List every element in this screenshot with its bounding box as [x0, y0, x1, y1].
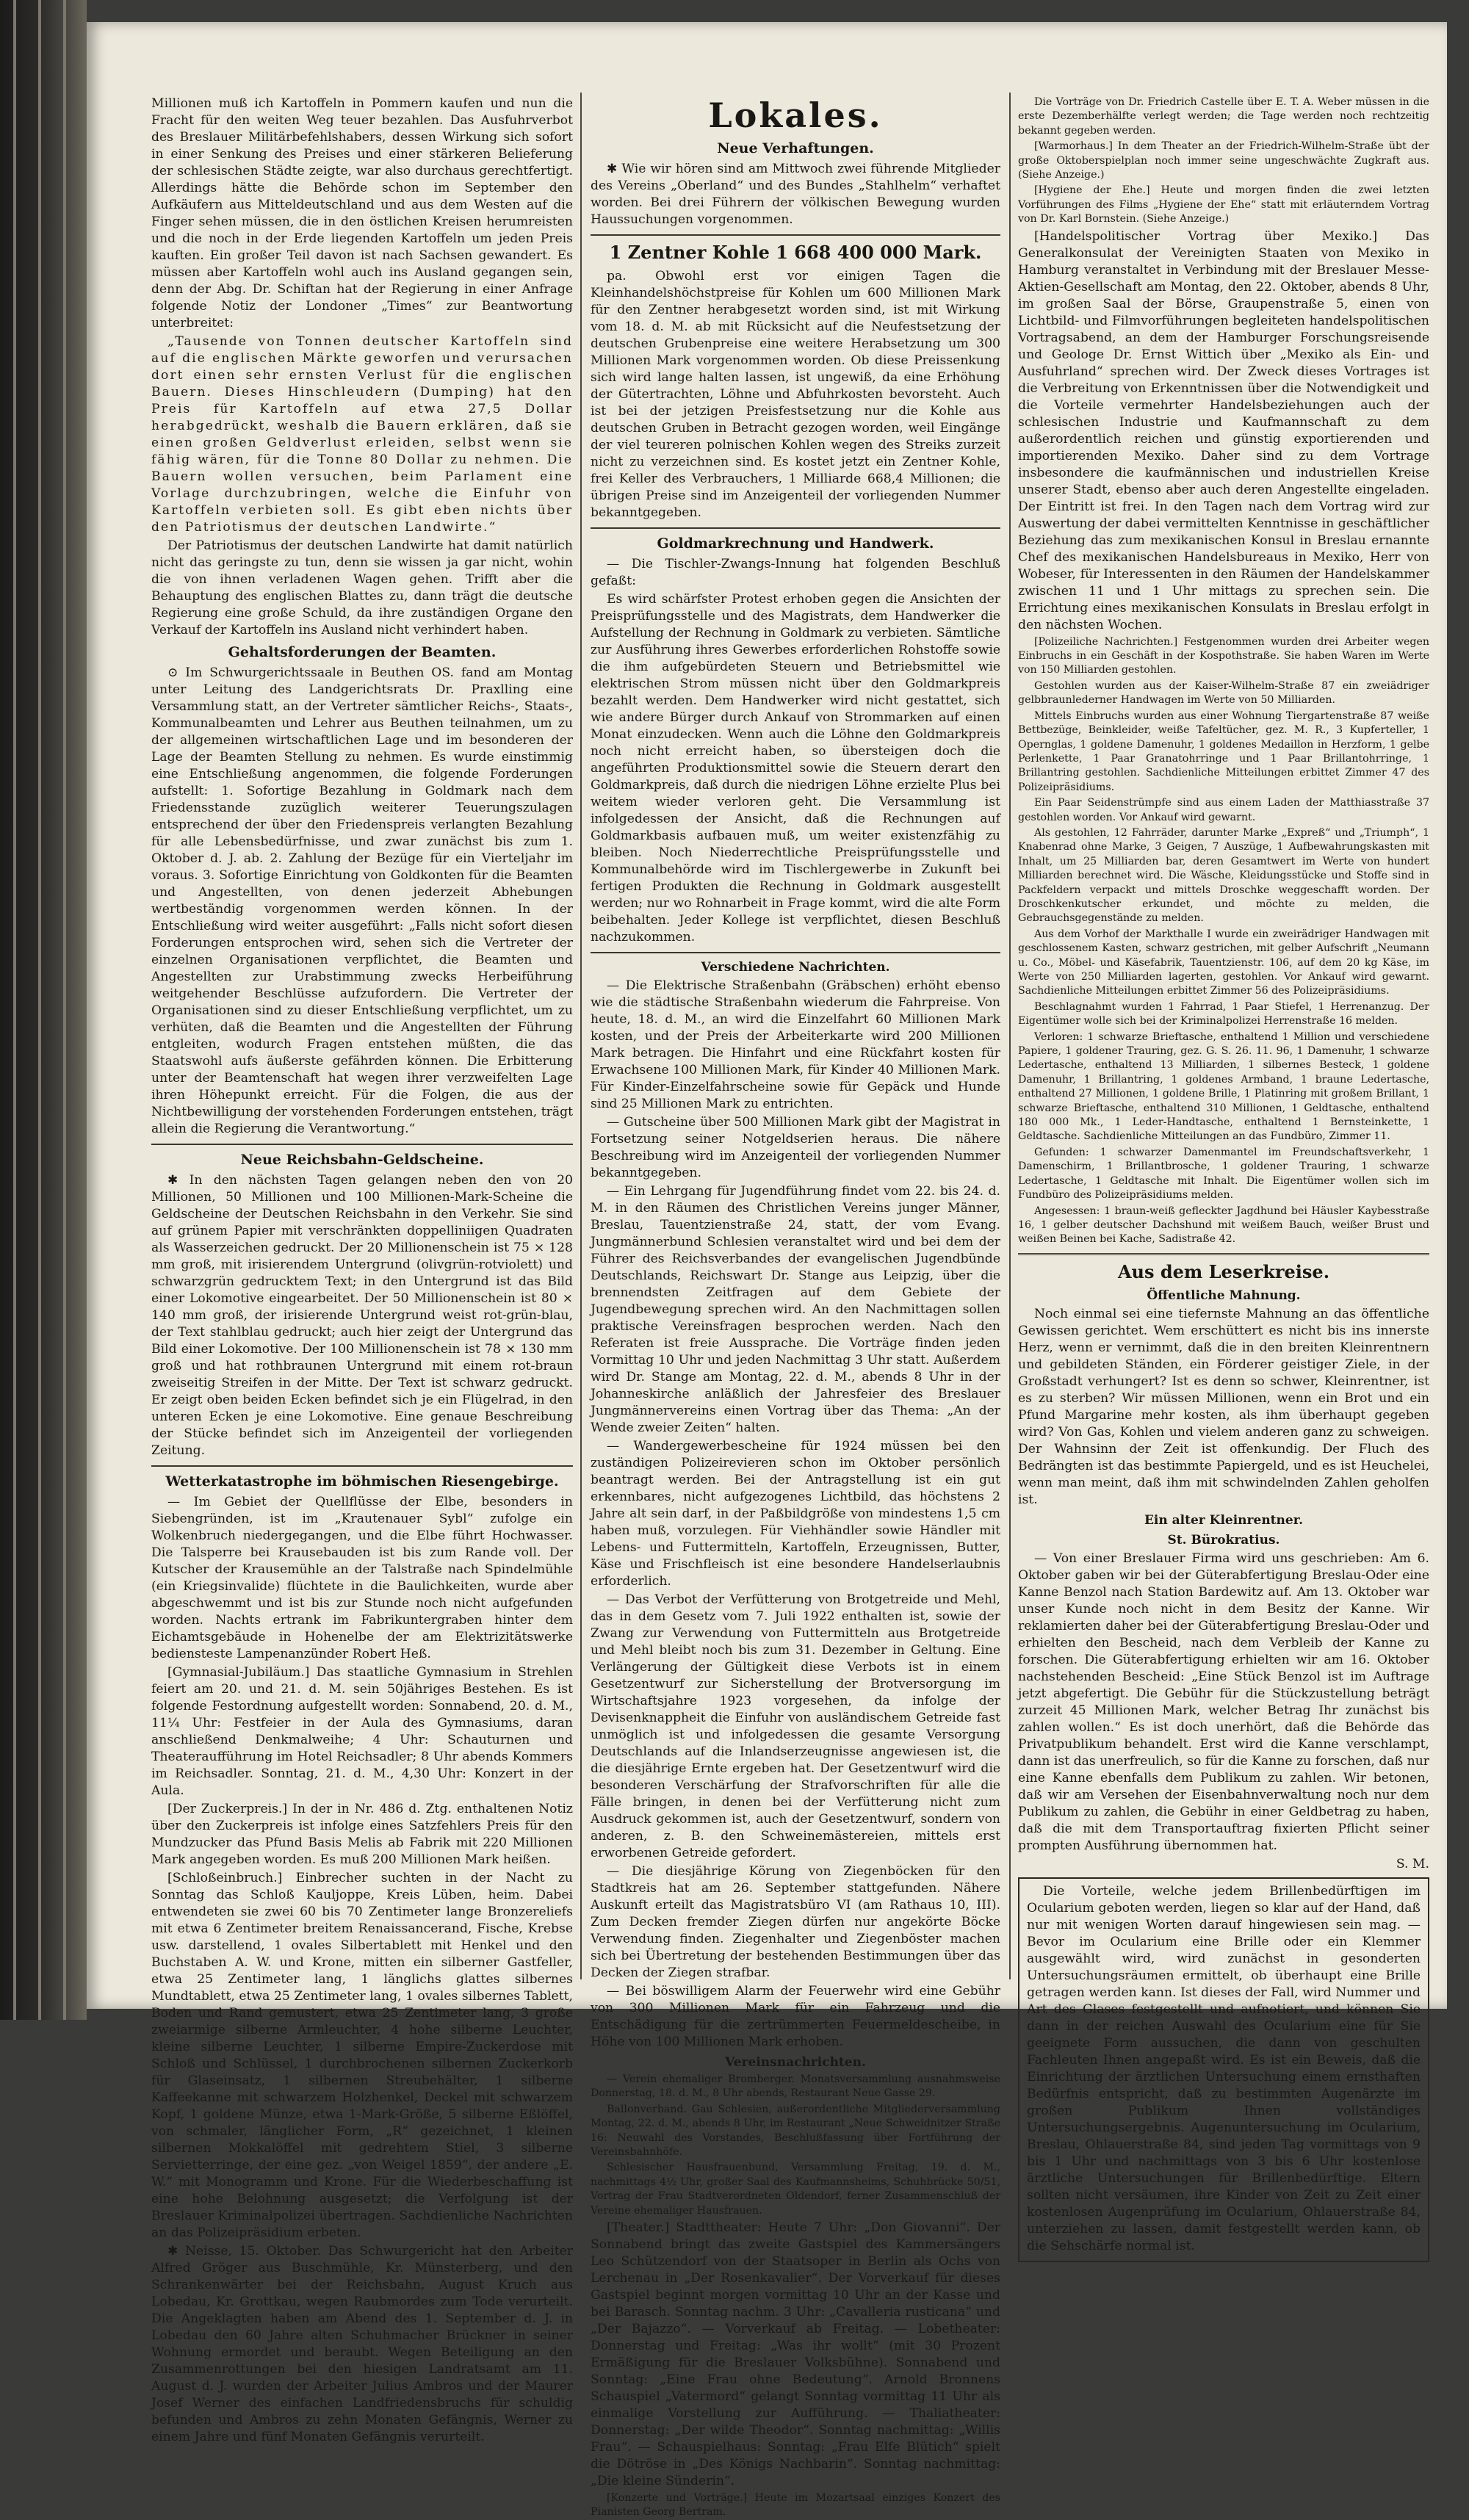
headline-verhaftungen: Neue Verhaftungen.	[717, 140, 874, 156]
article-schlosseinbruch: [Schloßeinbruch.] Einbrecher suchten in der Nacht zu Sonntag das Schloß Kauljoppe, Kreis Lüben, heim. Dabei entwendeten sie zwei 60 bis 70 Zentimeter lange Bronzereliefs mit etwa 6 Zentimeter breitem Renaissancerand, Fische, Krebse usw. darstellend, 1 ovales Silbertablett mit Henkel und den Buchstaben A. W. und Krone, mitten ein silberner Gastfeller, etwa 25 Zentimeter lang, 1 länglichs glattes silbernes Mundtablett, etwa 25 Zentimeter lang, 1 ovales silbernes Tablett, Boden und Rand gemustert, etwa 25 Zentimeter lang, 3 große zweiarmige silberne Armleuchter, 4 hohe silberne Leuchter, kleine silberne Leuchter, 1 silberne Empire-Zuckerdose mit Schloß und Schlüssel, 1 durchbrochenen silbernen Zuckerkorb für Glaseinsatz, 1 silbernen Streubehälter, 1 silberne Kaffeekanne mit schwarzem Holzhenkel, Deckel mit schwarzem Kopf, 1 goldene Münze, etwa 1-Mark-Größe, 5 silberne Eßlöffel, von schmaler, länglicher Form, „R“ gezeichnet, 1 kleinen silbernen Mokkalöffel mit gedrehtem Stiel, 3 silberne Servietterringe, der eine gez. „von Weigel 1859“, der andere „E. W.“ mit Monogramm und Krone. Für die Wiederbeschaffung ist eine hohe Belohnung ausgesetzt; die Verfolgung ist der Breslauer Kriminalpolizei übertragen. Sachdienliche Nachrichten an das Polizeipräsidium erbeten.	[151, 1871, 573, 2240]
article-reichsbahn: ✱ In den nächsten Tagen gelangen neben den von 20 Millionen, 50 Millionen und 100 Millionen-Mark-Scheine die Geldscheine der Deutschen Reichsbahn in den Verkehr. Sie sind auf grünem Papier mit verschränkten doppelliniigen Quadraten als Wasserzeichen gedruckt. Der 20 Millionenschein ist 75 × 128 mm groß, mit irisierendem Untergrund (olivgrün-rotviolett) und schwarzgrün gedrucktem Text; in den Untergrund ist das Bild einer Lokomotive eingearbeitet. Der 50 Millionenschein ist 80 × 140 mm groß, der irisierende Untergrund weist rot-grün-blau, der Text stahlblau gedruckt; auch hier zeigt der Untergrund das Bild einer Lokomotive. Der 100 Millionenschein ist 78 × 130 mm groß und hat rothbraunen Untergrund mit einem rot-braun zweiseitig Streifen in der Mitte. Der Text ist schwarz gedruckt. Er zeigt oben beiden Ecken befindet sich je ein Flügelrad, in den unteren Ecken je eine Lokomotive. Eine genaue Beschreibung der Stücke befindet sich im Anzeigenteil der vorliegenden Zeitung.	[151, 1173, 573, 1458]
article-fahrraeder: Als gestohlen, 12 Fahrräder, darunter Marke „Expreß“ und „Triumph“, 1 Knabenrad ohne Marke, 3 Geigen, 7 Auszüge, 1 Aufbewahrungskasten mit Inhalt, um 25 Milliarden bar, deren Gesamtwert im Werte von hundert Milliarden berechnet wird. Die Wäsche, Kleidungsstücke und Stoffe sind in Packfeldern verpackt und mittels Droschke weggeschafft worden. Der Droschkenkutscher erkundet, und möchte zu melden, die Gebrauchsgegenstände zu melden.	[1018, 826, 1429, 925]
article-seidenstruempfe: Ein Paar Seidenstrümpfe sind aus einem Laden der Matthiasstraße 37 gestohlen worden. Vor Ankauf wird gewarnt.	[1018, 797, 1429, 823]
article-ziegenboecke: — Die diesjährige Körung von Ziegenböcken für den Stadtkreis hat am 26. September stattgefunden. Nähere Auskunft erteilt das Magistratsbüro VI (am Rathaus 10, III). Zum Decken fremder Ziegen dürfen nur angekörte Böcke Verwendung finden. Ziegenhalter und Ziegenböster machen sich bei Übertretung der bestehenden Bestimmungen über das Decken der Ziegen strafbar.	[591, 1864, 1000, 1980]
headline-vereine: Vereinsnachrichten.	[725, 2055, 866, 2070]
headline-goldmark: Goldmarkrechnung und Handwerk.	[657, 535, 934, 552]
advertisement-ocularium	[1018, 1877, 1429, 2262]
article-ballonverband: Ballonverband. Gau Schlesien, außerordentliche Mitgliederversammlung Montag, 22. d. M., abends 8 Uhr, im Restaurant „Neue Schweidnitzer Straße 16: Neuwahl des Vorstandes, Beschlußfassung über Fortführung der Vereinsbahnhöfe.	[591, 2103, 1000, 2159]
article-verhaftungen: ✱ Wie wir hören sind am Mittwoch zwei führende Mitglieder des Vereins „Oberland“ und des Bundes „Stahlhelm“ verhaftet worden. Bei drei Führern der völkischen Bewegung wurden Haussuchungen vorgenommen.	[591, 162, 1000, 227]
article-mahnung: Noch einmal sei eine tiefernste Mahnung an das öffentliche Gewissen gerichtet. Wem erschüttert es nicht bis ins innerste Herz, wenn er vernimmt, daß die in den breiten Kleinrentnern und gebildeten Ständen, ein Förderer geistiger Ziele, in der Großstadt verhungert? Ist es denn so schwer, Kleinrentner, ist es zu sterben? Wir müssen Millionen, wenn ein Brot und ein Pfund Margarine mehr kosten, als ihm überhaupt gegeben wird? Von Gas, Kohlen und vielem anderen ganz zu schweigen. Der Wahnsinn der Zeit ist offenkundig. Der Fluch des Bedrängten ist das bestimmte Papiergeld, und es ist Heuchelei, wenn man meint, daß ihm mit schwindelnden Zahlen geholfen ist.	[1018, 1306, 1429, 1507]
article-verfuetterung: — Das Verbot der Verfütterung von Brotgetreide und Mehl, das in dem Gesetz vom 7. Juli 1922 enthalten ist, sowie der Zwang zur Verwendung von Futtermitteln aus Brotgetreide und Mehl bleibt noch bis zum 31. Dezember in Geltung. Eine Verlängerung der Gültigkeit diese Verbots ist in einem Gesetzentwurf zur Sicherstellung der Brotversorgung im Wirtschaftsjahre 1923 vorgesehen, da infolge der Devisenknappheit die Einfuhr von ausländischem Getreide fast unmöglich ist und infolgedessen die gesamte Versorgung Deutschlands auf die Inlandserzeugnisse angewiesen ist, die die diesjährige Ernte ergeben hat. Der Gesetzentwurf wird die besonderen Verschärfung der Strafvorschriften für alle die Fälle bringen, in denen bei der Verfütterung nicht zum Ausdruck gekommen ist, auch der Gesetzentwurf, sondern von anderen, z. B. den Schweinemästereien, mittels erst erworbenen Getreide gefordert.	[591, 1592, 1000, 1860]
article-strassenbahn: — Die Elektrische Straßenbahn (Gräbschen) erhöht ebenso wie die städtische Straßenbahn wiederum die Fahrpreise. Von heute, 18. d. M., an wird die Einzelfahrt 60 Millionen Mark kosten, und der Preis der Arbeiterkarte wird 200 Millionen Mark betragen. Die Hinfahrt und eine Rückfahrt kosten für Erwachsene 100 Millionen Mark, für Kinder 40 Millionen Mark. Für Kinder-Einzelfahrscheine sowie für Gepäck und Hunde sind 25 Millionen Mark zu entrichten.	[591, 978, 1000, 1111]
headline-buerokratius: St. Bürokratius.	[1167, 1532, 1280, 1548]
section-masthead: Lokales.	[708, 95, 883, 135]
divider	[1018, 1253, 1429, 1255]
article-wandergewerbe: — Wandergewerbescheine für 1924 müssen bei den zuständigen Polizeirevieren schon im Oktober persönlich beantragt werden. Bei der Antragstellung ist ein gut erkennbares, nicht aufgezogenes Lichtbild, das höchstens 2 Jahre alt sein darf, in der Paßbildgröße von mindestens 1,5 cm haben muß, vorzulegen. Für Viehhändler sowie Händler mit Lebens- und Futtermitteln, Kartoffeln, Erzeugnissen, Butter, Käse und Frischfleisch ist eine besondere Handelserlaubnis erforderlich.	[591, 1439, 1000, 1589]
article-verein-bromberger: — Verein ehemaliger Bromberger. Monatsversammlung ausnahmsweise Donnerstag, 18. d. M., 8 Uhr abends, Restaurant Neue Gasse 29.	[591, 2073, 1000, 2100]
column-3	[1018, 95, 1429, 2253]
article-kartoffeln: Millionen muß ich Kartoffeln in Pommern kaufen und nun die Fracht für den weiten Weg teuer bezahlen. Das Ausfuhrverbot des Breslauer Militärbefehlshabers, dessen Wirkung sich sofort in einer Senkung des Preises und einer stärkeren Belieferung der schlesischen Städte zeigte, war also durchaus gerechtfertigt. Allerdings hätte die Behörde schon im September den Aufkäufern aus Mitteldeutschland und aus dem Westen auf die Finger sehen müssen, die in den östlichen Kreisen herumreisten und die noch in der Erde liegenden Kartoffeln um jeden Preis kauften. Ein großer Teil davon ist nach Sachsen gewandert. Es müssen aber Kartoffeln wohl auch ins Ausland gegangen sein, denn der Abg. Dr. Schiftan hat der Regierung in einer Anfrage folgende Notiz der Londoner „Times“ zur Beantwortung unterbreitet:	[151, 96, 573, 331]
divider	[591, 527, 1000, 529]
article-hygiene: [Hygiene der Ehe.] Heute und morgen finden die zwei letzten Vorführungen des Films „Hygiene der Ehe“ statt mit erläuterndem Vortrag von Dr. Karl Bornstein. (Siehe Anzeige.)	[1018, 184, 1429, 225]
article-ocularium: Die Vorteile, welche jedem Brillenbedürftigen im Ocularium geboten werden, liegen so klar auf der Hand, daß nur mit wenigen Worten darauf hingewiesen sein mag. — Bevor im Ocularium eine Brille oder ein Klemmer ausgewählt wird, wird zunächst in gesonderten Untersuchungsräumen ermittelt, ob überhaupt eine Brille getragen werden kann. Ist dieses der Fall, wird Nummer und Art des Glases festgestellt und aufnotiert, und können Sie dann in der reichen Auswahl des Ocularium eine für Sie geeignete Form aussuchen, die dann von geschulten Fachleuten Ihnen angepaßt wird. Es ist ein Beweis, daß die Einrichtung der ärztlichen Untersuchung einem ernsthaften Bedürfnis entspricht, daß zu bestimmten Augenärzte im großen Publikum Ihnen vollständiges Untersuchungsergebnis. Augenuntersuchung im Ocularium, Breslau, Ohlauerstraße 84, sind jeden Tag vormittags von 9 bis 1 Uhr und nachmittags von 3 bis 6 Uhr kostenlose ärztliche Untersuchungen für Brillenbedürftige. Eltern sollten nicht versäumen, ihre Kinder von Zeit zu Zeit einer kostenlosen Augenprüfung im Ocularium, Ohlauerstraße 84, unterziehen zu lassen, damit festgestellt werden kann, ob die Sehschärfe normal ist.	[1027, 1883, 1421, 2253]
article-warmorhaus: [Warmorhaus.] In dem Theater an der Friedrich-Wilhelm-Straße übt der große Oktoberspielplan noch immer seine ungeschwächte Zugkraft aus. (Siehe Anzeige.)	[1018, 140, 1429, 181]
article-neisse: ✱ Neisse, 15. Oktober. Das Schwurgericht hat den Arbeiter Alfred Gröger aus Buschmühle, Kr. Münsterberg, und den Schrankenwärter bei der Reichsbahn, August Kruch aus Lobedau, Kr. Grottkau, wegen Raubmordes zum Tode verurteilt. Die Angeklagten haben am Abend des 1. September d. J. in Lobedau den 60 Jahre alten Schuhmacher Brückner in seiner Wohnung ermordet und beraubt. Wegen Beteiligung an den Zusammenrottungen bei den hiesigen Landratsamt am 11. August d. J. wurden der Arbeiter Julius Ambros und der Maurer Josef Werner des einfachen Landfriedensbruchs für schuldig befunden und Ambros zu zehn Monaten Gefängnis, Werner zu einem Jahre und fünf Monaten Gefängnis verurteilt.	[151, 2244, 573, 2444]
divider	[591, 952, 1000, 953]
article-goldmark-intro: — Die Tischler-Zwangs-Innung hat folgenden Beschluß gefaßt:	[591, 557, 1000, 588]
article-castelle: Die Vorträge von Dr. Friedrich Castelle über E. T. A. Weber müssen in die erste Dezemberhälfte verlegt werden; die Tage werden noch rechtzeitig bekannt gegeben werden.	[1018, 96, 1429, 137]
column-rule-2	[1009, 93, 1011, 1979]
newspaper-page	[87, 22, 1447, 2519]
divider	[591, 234, 1000, 236]
article-verloren: Verloren: 1 schwarze Brieftasche, enthaltend 1 Million und verschiedene Papiere, 1 goldener Trauring, gez. G. S. 26. 11. 96, 1 Damenuhr, 1 schwarze Ledertasche, enthaltend 13 Milliarden, 1 silbernes Besteck, 1 goldene Damenuhr, 1 Brillantring, 1 goldenes Armband, 1 braune Ledertasche, enthaltend 27 Millionen, 1 goldene Brille, 1 Platinring mit großem Brillant, 1 schwarze Brieftasche, enthaltend 310 Millionen, 1 Geldtasche, enthaltend 180 000 Mk., 1 Leder-Handtasche, enthaltend 1 Bernsteinkette, 1 Geldtasche. Sachdienliche Mitteilungen an das Fundbüro, Zimmer 11.	[1018, 1030, 1429, 1143]
headline-reichsbahn: Neue Reichsbahn-Geldscheine.	[240, 1152, 484, 1168]
article-gutscheine: — Gutscheine über 500 Millionen Mark gibt der Magistrat in Fortsetzung seiner Notgeldserien heraus. Die nähere Beschreibung wird im Anzeigenteil der vorliegenden Nummer bekanntgegeben.	[591, 1115, 1000, 1180]
article-lehrgang: — Ein Lehrgang für Jugendführung findet vom 22. bis 24. d. M. in den Räumen des Christlichen Vereins junger Männer, Breslau, Tauentzienstraße 24, statt, der vom Evang. Jungmännerbund Schlesien veranstaltet wird und bei dem der Führer des Reichsverbandes der evangelischen Jugendbünde Deutschlands, Reichswart Dr. Stange aus Leipzig, über die brennendsten Zeitfragen auf dem Gebiete der Jugendbewegung sprechen wird. An den Nachmittagen sollen praktische Vereinsfragen besprochen werden. Nach den Referaten ist freie Aussprache. Die Vorträge finden jeden Vormittag 10 Uhr und jeden Nachmittag 3 Uhr statt. Außerdem wird Dr. Stange am Montag, 22. d. M., abends 8 Uhr in der Johanneskirche anläßlich der Jahresfeier des Breslauer Jungmännervereins einen Vortrag über das Thema: „An der Wende zweier Zeiten“ halten.	[591, 1184, 1000, 1435]
article-hausfrauenbund: Schlesischer Hausfrauenbund, Versammlung Freitag, 19. d. M., nachmittags 4½ Uhr, großer Saal des Kaufmannsheims, Schuhbrücke 50/51, Vortrag der Frau Stadtverordneten Oldendorf, ferner Zusammenschluß der Vereine ehemaliger Hausfrauen.	[591, 2162, 1000, 2217]
article-gymnasium: [Gymnasial-Jubiläum.] Das staatliche Gymnasium in Strehlen feiert am 20. und 21. d. M. sein 50jähriges Bestehen. Es ist folgende Festordnung aufgestellt worden: Sonnabend, 20. d. M., 11¼ Uhr: Festfeier in der Aula des Gymnasiums, daran anschließend Denkmalweihe; 4 Uhr: Schauturnen und Theateraufführung im Hotel Reichsadler; 8 Uhr abends Kommers im Reichsadler. Sonntag, 21. d. M., 4,30 Uhr: Konzert in der Aula.	[151, 1665, 573, 1798]
article-beschlagnahmt: Beschlagnahmt wurden 1 Fahrrad, 1 Paar Stiefel, 1 Herrenanzug. Der Eigentümer wolle sich bei der Kriminalpolizei Herrenstraße 16 melden.	[1018, 1000, 1429, 1028]
article-angesessen: Angesessen: 1 braun-weiß gefleckter Jagdhund bei Häusler Kaybesstraße 16, 1 gelber deutscher Dachshund mit weißem Bauch, weißer Brust und weißen Beinen bei Kache, Sadistraße 42.	[1018, 1205, 1429, 1246]
article-feuerwehr: — Bei böswilligem Alarm der Feuerwehr wird eine Gebühr von 300 Millionen Mark für ein Fahrzeug und die Entschädigung für die zertrümmerten Feuermeldescheibe, in Höhe von 100 Millionen Mark erhoben.	[591, 1984, 1000, 2049]
article-handwagen: Aus dem Vorhof der Markthalle I wurde ein zweirädriger Handwagen mit geschlossenem Kasten, schwarz gestrichen, mit gelber Aufschrift „Neumann u. Co., Möbel- und Käsefabrik, Tauentzienstr. 106, auf dem 20 kg Käse, im Werte von 250 Milliarden lagerten, gestohlen. Vor Ankauf wird gewarnt. Sachdienliche Mitteilungen erbittet Zimmer 56 des Polizeipräsidiums.	[1018, 928, 1429, 997]
article-patriotismus: Der Patriotismus der deutschen Landwirte hat damit natürlich nicht das geringste zu tun, denn sie wissen ja gar nicht, wohin die von ihnen verladenen Wagen gehen. Trifft aber die Behauptung des englischen Blattes zu, dann trägt die deutsche Regierung eine große Schuld, da ihre zuständigen Organe den Verkauf der Kartoffeln ins Ausland nicht verhindert haben.	[151, 538, 573, 638]
headline-wetter: Wetterkatastrophe im böhmischen Riesengebirge.	[165, 1473, 559, 1490]
book-binding	[0, 0, 87, 2020]
article-konzerte: [Konzerte und Vorträge.] Heute im Mozartsaal einziges Konzert des Pianisten Georg Bertram.	[591, 2492, 1000, 2519]
article-buerokratius: — Von einer Breslauer Firma wird uns geschrieben: Am 6. Oktober gaben wir bei der Güterabfertigung Breslau-Oder eine Kanne Benzol nach Station Bardewitz auf. Am 13. Oktober war unser Kunde noch nicht in dem Besitz der Kanne. Wir reklamierten daher bei der Güterabfertigung Breslau-Oder und erhielten den Bescheid, nach dem Verbleib der Kanne zu forschen. Die Güterabfertigung erhielten wir am 16. Oktober nachstehenden Bescheid: „Eine Stück Benzol ist im Auftrage jetzt abgefertigt. Die Gebühr für die Stückzustellung beträgt zurzeit 45 Millionen Mark, welcher Betrag Ihr zunächst bis zahlen wollen.“ Es ist doch unerhört, daß die Behörde das Privatpublikum behandelt. Erst wird die Kanne verschlampt, dann ist das unerfreulich, so für die Kanne zu forschen, daß nur eine Kanne ebenfalls dem Publikum zu zahlen. Wir betonen, daß wir am Versehen der Eisenbahnverwaltung noch nur dem Publikum zu zahlen, die Gebühr in einer Geldbetrag zu haben, daß die mit dem Transportauftrag fixierten Pflicht seiner prompten Ausführung übernommen hat.	[1018, 1550, 1429, 1853]
article-wetter: — Im Gebiet der Quellflüsse der Elbe, besonders in Siebengründen, ist im „Krautenauer Sybl“ zufolge ein Wolkenbruch niedergegangen, und die Elbe führt Hochwasser. Die Talsperre bei Krausebauden ist bis zum Rande voll. Der Kutscher der Krausemühle an der Talstraße nach Spindelmühle (ein Kriegsinvalide) flüchtete in die Baulichkeiten, wurde aber abgeschwemmt und ist bis zur Stunde noch nicht aufgefunden worden. Nachts ertrank im Fabrikuntergraben hinter dem Eichamtsgebäude in Hohenelbe der am Elektrizitätswerke bediensteste Lampenanzünder Robert Heß.	[151, 1495, 573, 1661]
article-polizei: [Polizeiliche Nachrichten.] Festgenommen wurden drei Arbeiter wegen Einbruchs in ein Geschäft in der Kospothstraße. Sie haben Waren im Werte von 150 Milliarden gestohlen.	[1018, 635, 1429, 676]
headline-verschiedenes: Verschiedene Nachrichten.	[701, 960, 890, 975]
column-2	[591, 95, 1000, 2519]
headline-leserkreise: Aus dem Leserkreise.	[1117, 1260, 1330, 1282]
headline-mahnung: Öffentliche Mahnung.	[1147, 1288, 1301, 1303]
article-kohle: pa. Obwohl erst vor einigen Tagen die Kleinhandelshöchstpreise für Kohlen um 600 Millionen Mark für den Zentner herabgesetzt worden sind, ist mit Wirkung vom 18. d. M. ab mit Rücksicht auf die Neufestsetzung der deutschen Grubenpreise eine weitere Herabsetzung um 300 Millionen Mark vorgenommen worden. Ob diese Preissenkung sich wird lange halten lassen, ist ungewiß, da eine Erhöhung der Gütertrachten, Löhne und Abfuhrkosten bevorsteht. Auch ist bei der jetzigen Preisfestsetzung nur die Kohle aus deutschen Gruben in Betracht gezogen worden, weil Eingänge der viel teureren polnischen Kohlen wegen des Streiks zurzeit nicht zu verzeichnen sind. Es kostet jetzt ein Zentner Kohle, frei Keller des Verbrauchers, 1 Milliarde 668,4 Millionen; die übrigen Preise sind im Anzeigenteil der vorliegenden Nummer bekanntgegeben.	[591, 269, 1000, 520]
headline-kohle: 1 Zentner Kohle 1 668 400 000 Mark.	[609, 242, 982, 263]
column-1	[151, 95, 574, 2444]
quote-times: „Tausende von Tonnen deutscher Kartoffeln sind auf die englischen Märkte geworfen und verursachen dort einen sehr ernsten Verlust für die englischen Bauern. Dieses Hinschleudern (Dumping) hat den Preis für Kartoffeln auf etwa 27,5 Dollar herabgedrückt, weshalb die Bauern erklären, daß sie einen großen Geldverlust erleiden, selbst wenn sie fähig wären, für die Tonne 80 Dollar zu nehmen. Die Bauern wollen versuchen, beim Parlament eine Vorlage durchzubringen, welche die Einfuhr von Kartoffeln verbieten soll. Es gibt eben nichts über den Patriotismus der deutschen Landwirte.“	[151, 334, 573, 535]
signature-kleinrentner: Ein alter Kleinrentner.	[1144, 1512, 1304, 1528]
column-rule-1	[580, 93, 582, 1979]
article-zuckerpreis: [Der Zuckerpreis.] In der in Nr. 486 d. Ztg. enthaltenen Notiz über den Zuckerpreis ist infolge eines Satzfehlers Preis für den Mundzucker das Pfund Basis Melis ab Fabrik mit 220 Millionen Mark angegeben worden. Es muß 200 Millionen Mark heißen.	[151, 1802, 573, 1867]
article-mexiko: [Handelspolitischer Vortrag über Mexiko.] Das Generalkonsulat der Vereinigten Staaten von Mexiko in Hamburg veranstaltet in Verbindung mit der Breslauer Messe-Aktien-Gesellschaft am Montag, den 22. Oktober, abends 8 Uhr, im großen Saal der Börse, Graupenstraße 5, einen von Lichtbild- und Filmvorführungen begleiteten handelspolitischen Vortragsabend, an dem der Hamburger Forschungsreisende und Geologe Dr. Ernst Wittich über „Mexiko als Ein- und Ausfuhrland“ sprechen wird. Der Zweck dieses Vortrages ist die Verbreitung von Erkenntnissen über die Notwendigkeit und die Vorteile vermehrter Handelsbeziehungen auch der schlesischen Industrie und Kaufmannschaft zu dem außerordentlich reichen und günstig exportierenden und importierenden Mexiko. Daher sind zu dem Vortrage insbesondere die kaufmännischen und industriellen Kreise unserer Stadt, ebenso aber auch deren Angestellte eingeladen. Der Eintritt ist frei. In den Tagen nach dem Vortrag wird zur Auswertung der dabei vermittelten Kenntnisse in geschäftlicher Beziehung das zum mexikanischen Konsul in Breslau ernannte Chef des mexikanischen Handelsbureaus in Mexiko, Herr von Wobeser, für Interessenten in den Räumen der Handelskammer zwischen 11 und 1 Uhr mittags zu sprechen sein. Die Errichtung eines mexikanischen Konsulats in Breslau erfolgt in den nächsten Wochen.	[1018, 228, 1429, 632]
article-beamten: ⊙ Im Schwurgerichtssaale in Beuthen OS. fand am Montag unter Leitung des Landgerichtsrats Dr. Praxlling eine Versammlung statt, an der Vertreter sämtlicher Reichs-, Staats-, Kommunalbeamten und Lehrer aus Beuthen teilnahmen, um zu der allgemeinen wirtschaftlichen Lage und im besonderen der Lage der Beamten Stellung zu nehmen. Es wurde einstimmig eine Entschließung angenommen, die folgende Forderungen aufstellt: 1. Sofortige Bezahlung in Goldmark nach dem Friedensstande zuzüglich weiterer Teuerungszulagen entsprechend der über den Friedenspreis verlangten Bezahlung für alle Lebensbedürfnisse, und zwar zunächst bis zum 1. Oktober d. J. ab. 2. Zahlung der Bezüge für ein Vierteljahr im voraus. 3. Sofortige Einrichtung von Goldkonten für die Beamten und Angestellten, von denen jederzeit Abhebungen wertbeständig vorgenommen werden können. In der Entschließung wird weiter ausgeführt: „Falls nicht sofort diesen Forderungen entsprochen wird, sehen sich die Vertreter der einzelnen Organisationen verpflichtet, die Beamten und Angestellten zur Urabstimmung zwecks Herbeiführung weitgehender Beschlüsse aufzufordern. Die Vertreter der Organisationen sind zu dieser Entschließung verpflichtet, um zu verhüten, daß die Beamten und die Angestellten der Führung entgleiten, wodurch Fragen entstehen müßten, die das Staatswohl aufs äußerste gefährden können. Die Erbitterung unter der Beamtenschaft hat wegen ihrer verzweifelten Lage ihren Höhepunkt erreicht. Für die Folgen, die aus der Nichtbewilligung der vorstehenden Forderungen entstehen, trägt allein die Regierung die Verantwortung.“	[151, 665, 574, 1136]
article-theater: [Theater.] Stadttheater: Heute 7 Uhr: „Don Giovanni“. Der Sonnabend bringt das zweite Gastspiel des Kammersängers Leo Schützendorf von der Staatsoper in Berlin als Ochs von Lerchenau in „Der Rosenkavalier“. Der Vorverkauf für dieses Gastspiel beginnt morgen vormittag 10 Uhr an der Kasse und bei Barasch. Sonntag nachm. 3 Uhr: „Cavalleria rusticana“ und „Der Bajazzo“. — Vorverkauf ab Freitag. — Lobetheater: Donnerstag und Freitag: „Was ihr wollt“ (mit 30 Prozent Ermäßigung für die Breslauer Volksbühne). Sonnabend und Sonntag: „Eine Frau ohne Bedeutung“. Arnold Bronnens Schauspiel „Vatermord“ gelangt Sonntag vormittag 11 Uhr als einmalige Vorstellung zur Aufführung. — Thaliatheater: Donnerstag: „Der wilde Theodor“. Sonntag nachmittag: „Willis Frau“. — Schauspielhaus: Sonntag: „Frau Elfe Blütich“ spielt die Dötröse in „Des Königs Nachbarin“. Sonntag nachmittag: „Die kleine Sünderin“.	[591, 2220, 1000, 2489]
divider	[151, 1465, 573, 1467]
article-gestohlen-1: Gestohlen wurden aus der Kaiser-Wilhelm-Straße 87 ein zweiädriger gelbbraunlederner Handwagen im Werte von 50 Milliarden.	[1018, 679, 1429, 707]
headline-beamten: Gehaltsforderungen der Beamten.	[228, 644, 497, 660]
signature-sm: S. M.	[1396, 1856, 1429, 1871]
divider	[151, 1144, 573, 1145]
article-goldmark: Es wird schärfster Protest erhoben gegen die Ansichten der Preisprüfungsstelle und des Magistrats, dem Handwerker die Aufstellung der Rechnung in Goldmark zu verbieten. Sämtliche zur Ausführung ihres Gewerbes erforderlichen Rohstoffe sowie die ihm aufgebürdeten Steuern und Betriebsmittel wie elektrischen Strom müssen nicht über den Goldmarkpreis bezahlt werden. Dem Handwerker wird nicht gestattet, sich wie andere Bürger durch Ankauf von Strommarken auf einen Monat einzudecken. Wenn auch die Löhne den Goldmarkpreis noch nicht erreicht haben, so übersteigen doch die angeführten Produktionsmittel sowie die Steuern derart den Goldmarkpreis, daß durch die niedrigen Löhne erzielte Plus bei weitem wieder verloren geht. Die Versammlung ist infolgedessen der Ansicht, daß die Rechnungen auf Goldmarkbasis aufbauen muß, um weiter existenzfähig zu bleiben. Noch Niederrechtliche Preisprüfungsstelle und Kommunalbehörde wird im Tischlergewerbe in Zukunft bei fertigen Produkten die Rechnung in Goldmark ausgestellt werden; nur wo Rohnarbeit in Frage kommt, wird die alte Form beibehalten. Jeder Kollege ist verpflichtet, diesen Beschluß nachzukommen.	[591, 592, 1000, 945]
article-einbruch: Mittels Einbruchs wurden aus einer Wohnung Tiergartenstraße 87 weiße Bettbezüge, Beinkleider, weiße Tafeltücher, gez. M. R., 3 Kupferteller, 1 Opernglas, 1 goldene Damenuhr, 1 goldenes Medaillon in Herzform, 1 gelbe Perlenkette, 1 Paar Granatohrringe und 1 Paar Brillantohrringe, 1 Brillantring gestohlen. Sachdienliche Mitteilungen erbittet Zimmer 47 des Polizeipräsidiums.	[1018, 710, 1429, 793]
article-gefunden: Gefunden: 1 schwarzer Damenmantel im Freundschaftsverkehr, 1 Damenschirm, 1 Brillantbrosche, 1 goldener Trauring, 1 schwarze Ledertasche, 1 Geldtasche mit Inhalt. Die Eigentümer wollen sich im Fundbüro des Polizeipräsidiums melden.	[1018, 1146, 1429, 1202]
